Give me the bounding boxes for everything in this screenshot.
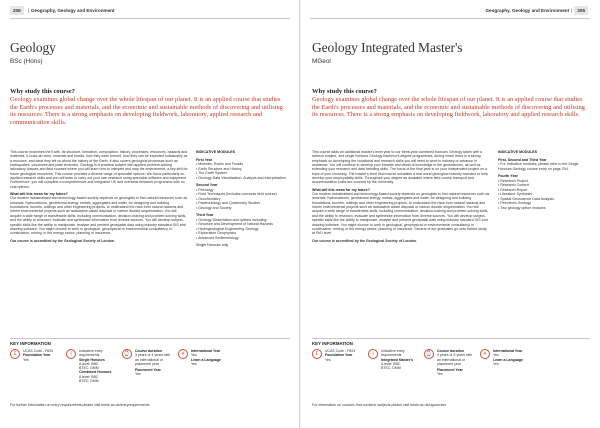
- key-info-line: A level: BBC: [79, 361, 99, 366]
- key-info-text: [437, 349, 477, 393]
- why-study-heading: Why study this course?: [10, 88, 75, 95]
- key-info-line: Yes: [493, 361, 499, 366]
- module-item: • Research Project: [498, 178, 528, 183]
- module-item-text: Petrology: [198, 187, 214, 192]
- key-info-divider: [312, 338, 590, 339]
- key-info-cell: [66, 349, 122, 393]
- key-info-text: [191, 349, 221, 393]
- right-page: [300, 0, 600, 428]
- key-info-line: International Year: [191, 349, 221, 353]
- key-info-line: UCAS Code - F600: [23, 349, 54, 353]
- clock-icon: ⌚: [122, 349, 132, 359]
- key-info-line: Indicative entry requirements: [79, 349, 103, 358]
- module-year-heading: Second Year: [196, 183, 218, 187]
- module-item: • Earth Structure and History: [196, 166, 242, 171]
- module-item-text: Minerals, Rocks and Fossils: [198, 162, 244, 166]
- module-item: • Field Techniques (includes overseas field course): [196, 192, 277, 196]
- module-item-text: Structure and Development of Natural Hazards: [198, 222, 273, 226]
- module-item: • Geology Dissertation and options including:: [196, 217, 268, 222]
- key-info-line: UCAS Code - F603: [325, 349, 356, 353]
- key-info-line: BTEC: DMM: [79, 366, 99, 371]
- key-info-divider: [10, 338, 290, 339]
- module-item: • Spatial Geoscience Data Analysis: [498, 196, 555, 201]
- section-label: Geography, Geology and Environment: [485, 7, 570, 13]
- key-info-line: International Year: [493, 349, 523, 353]
- info-icon: i: [368, 349, 378, 359]
- key-info-row: [10, 349, 234, 393]
- indicative-modules: [196, 150, 290, 248]
- clock-icon: ⌚: [424, 349, 434, 359]
- modules-heading: INDICATIVE MODULES: [196, 150, 236, 154]
- module-item: • Petrology: [196, 187, 214, 192]
- course-description: [10, 150, 188, 246]
- module-item-text: For Indicative modules, please refer to the Single Honours Geology course entry on page 204.: [498, 162, 579, 171]
- module-item: • Hydrogeological Engineering Geology: [196, 226, 259, 231]
- key-info-line: A level: BBC: [381, 361, 401, 366]
- module-item-text: Research Report: [500, 187, 528, 192]
- pound-icon: £: [312, 349, 322, 359]
- key-info-line: Foundation Year: [23, 353, 51, 358]
- module-year-heading: First Year: [196, 157, 213, 162]
- single-honours-note: Single Honours only: [196, 243, 229, 247]
- module-year-heading: Third Year: [196, 213, 214, 217]
- key-info-line: Placement Year: [437, 368, 463, 373]
- module-item: • Palaeontology and Quaternary Studies: [196, 201, 260, 205]
- key-info-line: 4 years or 5 years with an international or placement year: [437, 353, 473, 366]
- key-info-text: [325, 349, 355, 393]
- module-item-text: Geology Data Visualisation, Analysis and Interpretation: [198, 175, 286, 180]
- key-info-text: [493, 349, 523, 393]
- pound-icon: £: [10, 349, 20, 359]
- module-item-text: Palaeontology and Quaternary Studies: [198, 201, 260, 205]
- key-info-cell: [10, 349, 66, 393]
- key-info-heading: KEY INFORMATION: [312, 341, 353, 346]
- key-info-line: Placement Year: [135, 368, 161, 373]
- key-info-line: A level: BBC: [79, 374, 99, 379]
- key-info-text: [135, 349, 175, 393]
- header-divider: [310, 18, 590, 19]
- key-info-row: [312, 349, 536, 393]
- intro-paragraph: Geology examines global change over the whole lifespan of our planet. It is an applied course that studies the Earth's processes and materials, and the economic and sustainable methods of discovering and utilising its resources. There is a strong emphasis on developing fieldwork, laboratory and applied research skills.: [312, 96, 585, 119]
- key-info-text: [381, 349, 421, 393]
- key-info-line: BTEC: DMM: [79, 379, 99, 384]
- module-item-text: Spatial Geoscience Data Analysis: [500, 196, 555, 201]
- plane-icon: ✈: [480, 349, 490, 359]
- page-footer: For further information on entry requirements please visit keele.ac.uk/entryrequirements: [10, 403, 150, 407]
- module-item: • Advanced Sedimentology: [196, 235, 239, 240]
- indicative-modules: [498, 150, 590, 210]
- key-info-cell: [178, 349, 234, 393]
- key-info-line: Learn a Language: [493, 357, 523, 362]
- info-icon: i: [66, 349, 76, 359]
- module-item-text: Two geology option modules: [500, 205, 546, 210]
- key-info-text: [23, 349, 53, 393]
- module-item: • Literature Synthesis: [498, 192, 533, 196]
- key-info-cell: [480, 349, 536, 393]
- page-number: 206: [10, 6, 24, 15]
- module-item: • Structure and Development of Natural Hazards: [196, 222, 273, 226]
- key-info-line: Indicative entry requirements: [381, 349, 405, 358]
- future-paragraph: Our modern industrialised and technology-based society depends on geologists to find natural resources such as minerals, hydrocarbons, geothermal energy, metals, aggregates and water, for designing and building foundations, tunnels, cuttings and other engineering projects, to understand the risks from natural hazards and inform environmental projects such as radioactive waste disposal or carbon dioxide sequestration. You will acquire a wide range of transferable skills, including communication, decision-making and problem-solving skills, and the ability to research, evaluate and synthesise information from diverse sources. You will develop subject-specific skills like the ability to manipulate, analyse and present geospatial data using industry standard GIS and drawing software. You might choose to work in geological, geophysical or environmental consultancy, in construction, mining, in the energy sector, planning or insurance. Several of our graduates go onto further study at PhD level.: [312, 192, 490, 236]
- key-info-line: Yes: [493, 353, 499, 358]
- key-info-text: [79, 349, 119, 393]
- module-item-text: Literature Synthesis: [500, 192, 533, 196]
- future-paragraph: Our modern industrialised and technology-based society depends on geologists to find natural resources such as minerals, hydrocarbons, geothermal energy, metals, aggregates and water, for designing and building foundations, tunnels, cuttings and other engineering projects, to understand the risks from natural hazards and inform environmental projects such as radioactive waste disposal or carbon dioxide sequestration. You will acquire a wide range of transferable skills, including communication, decision-making and problem-solving skills, and the ability to research, evaluate and synthesise information from diverse sources. You will develop subject-specific skills like the ability to manipulate, analyse and present geospatial data using industry standard GIS and drawing software. You might choose to work in geological, geophysical or environmental consultancy, in construction, mining, in the energy sector, planning or insurance.: [10, 196, 188, 236]
- module-item: • Petroleum Geology: [498, 201, 532, 205]
- key-info-line: Combined Honours: [79, 370, 112, 375]
- course-title: Geology Integrated Master's: [312, 40, 463, 55]
- module-item: • The Earth System: [196, 171, 227, 175]
- module-item-text: Earth Structure and History: [198, 166, 242, 171]
- plane-icon: ✈: [178, 349, 188, 359]
- description-paragraph: This course examines the Earth, its structure, formation, composition, history, processes, resources, hazards and materials. It looks at rocks, minerals and fossils, how they were formed, how they can be exploited sustainably as a resource, and what they tell us about the history of the Earth. It also covers geological processes such as earthquakes, volcanoes and plate tectonics. Geology is a practical subject with applied problem-solving laboratory classes and field courses where you will learn how to interpret and map the environment, a key skill for future geological resources. This course provides a diverse range of specialist options. We focus particularly on applied research skills and you will learn to carry out your own research using specialist software and equipment. Furthermore, you will complete a comprehensive and integrated UK and overseas fieldwork programme with no cost options.: [10, 150, 188, 189]
- key-info-heading: KEY INFORMATION: [10, 341, 51, 346]
- intro-paragraph: Geology examines global change over the whole lifespan of our planet. It is an applied course that studies the Earth's processes and materials, and the economic and sustainable methods of discovering and utilising its resources. There is a strong emphasis on developing fieldwork, laboratory, applied research and communication skills.: [10, 96, 283, 127]
- key-info-cell: [368, 349, 424, 393]
- header-divider: [10, 18, 290, 19]
- future-heading: What will this mean for my future?: [10, 192, 68, 197]
- key-info-line: Foundation Year: [325, 353, 353, 358]
- modules-heading: INDICATIVE MODULES: [498, 150, 538, 154]
- module-item: • Research Report: [498, 187, 528, 192]
- key-info-line: Yes: [191, 361, 197, 366]
- module-item-text: Exploration Geophysics: [198, 231, 237, 235]
- key-info-line: Yes: [325, 357, 331, 362]
- module-item-text: Geology Dissertation and options including:: [198, 217, 268, 222]
- page-header: 206 | Geography, Geology and Environment: [10, 5, 115, 15]
- accreditation-note: Our course is accredited by the Geological Society of London.: [312, 238, 418, 243]
- key-info-cell: [424, 349, 480, 393]
- module-item: • Geology Data Visualisation, Analysis and Interpretation: [196, 175, 286, 180]
- key-info-line: Yes: [191, 353, 197, 358]
- module-item-text: The Earth System: [198, 171, 227, 175]
- module-item: • Exploration Geophysics: [196, 231, 237, 235]
- key-info-line: Yes: [437, 372, 443, 377]
- key-info-line: BTEC: DMM: [381, 366, 401, 371]
- key-info-line: Single Honours: [79, 357, 105, 362]
- accreditation-note: Our course is accredited by the Geological Society of London.: [10, 238, 116, 243]
- module-item: • Two geology option modules: [498, 205, 546, 210]
- module-item: • For Indicative modules, please refer to the Single Honours Geology course entry on page 204.: [498, 162, 579, 171]
- course-description: [312, 150, 490, 246]
- module-item-text: Geology and Society: [198, 205, 232, 210]
- module-item: • Geology and Society: [196, 205, 232, 210]
- key-info-line: Yes: [23, 357, 29, 362]
- key-info-cell: [312, 349, 368, 393]
- future-heading: What will this mean for my future?: [312, 187, 370, 192]
- module-item-text: Field Techniques (includes overseas field course): [198, 192, 277, 196]
- module-item-text: Advanced Sedimentology: [198, 235, 239, 240]
- key-info-line: Integrated Master's: [381, 357, 413, 362]
- module-item: • Research Context: [498, 183, 530, 187]
- module-item-text: Geochemistry: [198, 196, 221, 201]
- key-info-line: Course duration: [135, 349, 163, 353]
- module-item-text: Petroleum Geology: [500, 201, 532, 205]
- course-award: MGeol: [312, 58, 331, 65]
- key-info-line: Course duration: [437, 349, 465, 353]
- course-award: BSc (Hons): [10, 58, 43, 65]
- module-item-text: Research Project: [500, 178, 528, 183]
- page-header: Geography, Geology and Environment | 205: [485, 5, 590, 15]
- key-info-cell: [122, 349, 178, 393]
- key-info-line: Yes: [135, 372, 141, 377]
- course-title: Geology: [10, 40, 56, 55]
- module-item-text: Hydrogeological Engineering Geology: [198, 226, 259, 231]
- section-label: Geography, Geology and Environment: [30, 7, 115, 13]
- page-number: 205: [574, 6, 588, 15]
- description-paragraph: This course adds an additional master's level year to our three-year combined honours Geology taken with a science subject, and single honours Geology bachelor's degree programmes, during which there is a strong emphasis on developing the vocational and research skills you will need to work in industry or advance in academia. You will continue to develop your breadth and depth of knowledge in the geosciences, as well as extending your research and data handling skills. The focus of the final year is on your independent project on a topic of your choosing. The master's level field course simulates a real world geological industry scenario to help develop your employability skills. Throughout your degree as available where field course transport and accommodation costs are covered by the University.: [312, 150, 488, 185]
- key-info-line: Learn a Language: [191, 357, 221, 362]
- module-year-heading: Fourth Year: [498, 174, 518, 178]
- page-footer: For information on courses that combine subjects please visit keele.ac.uk/ugcourses: [312, 403, 447, 407]
- module-year-heading: First, Second and Third Year: [498, 157, 547, 162]
- why-study-heading: Why study this course?: [312, 88, 377, 95]
- key-info-line: 3 years or 4 years with an international or placement year: [135, 353, 171, 366]
- module-item-text: Research Context: [500, 183, 530, 187]
- module-item: • Geochemistry: [196, 196, 221, 201]
- module-item: • Minerals, Rocks and Fossils: [196, 162, 244, 166]
